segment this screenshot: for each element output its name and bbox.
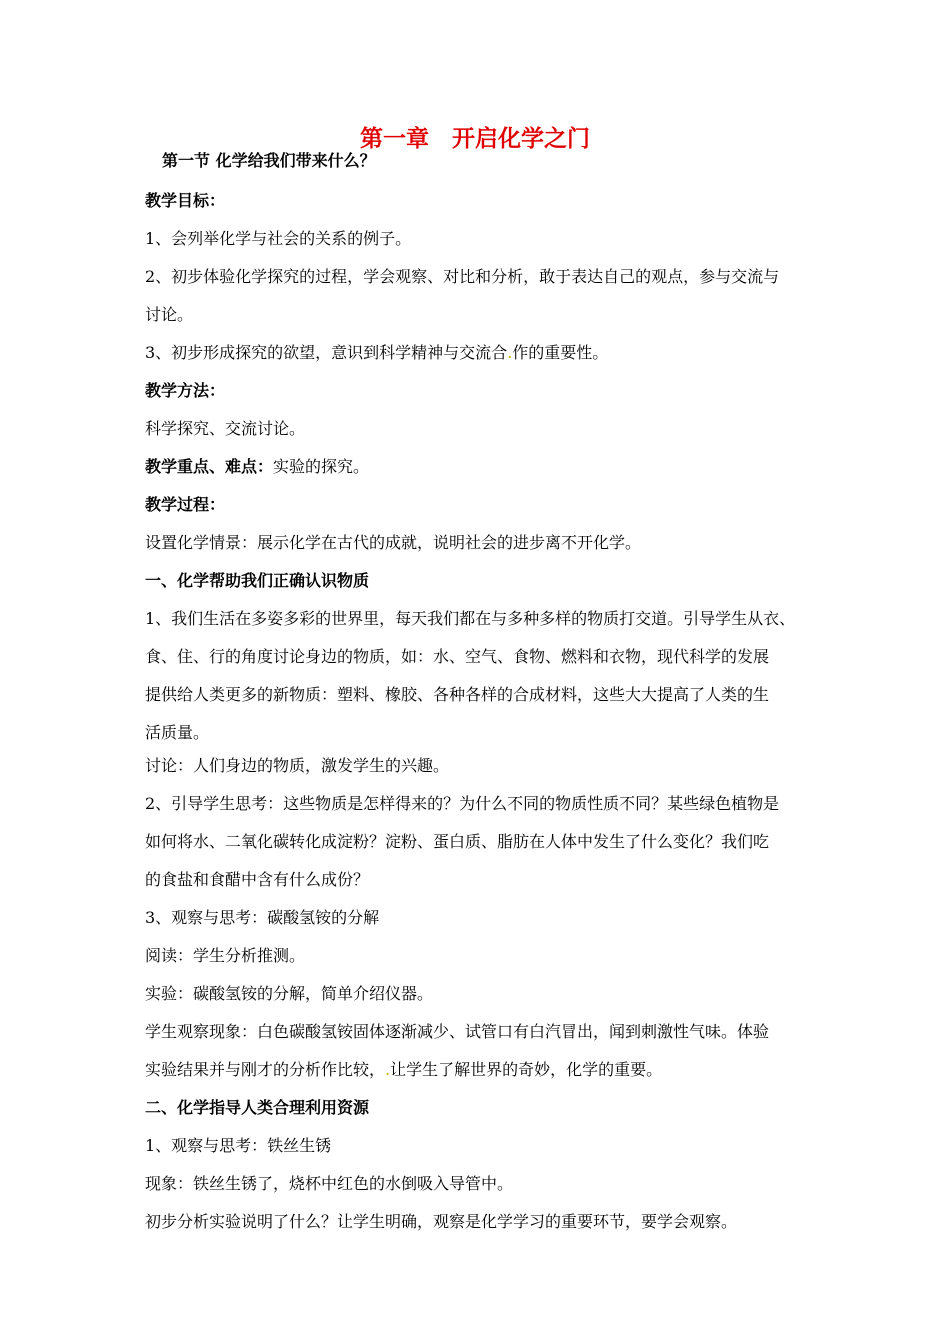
stray-mark: .	[507, 343, 513, 362]
setup-text: 设置化学情景：展示化学在古代的成就，说明社会的进步离不开化学。	[145, 533, 642, 552]
part-1-item-2-line-2: 如何将水、二氧化碳转化成淀粉？淀粉、蛋白质、脂肪在人体中发生了什么变化？我们吃	[145, 832, 770, 851]
part-2-heading: 二、化学指导人类合理利用资源	[145, 1098, 370, 1117]
stray-mark-2: .	[385, 1060, 391, 1079]
part-1-item-1-line-4: 活质量。	[145, 723, 210, 742]
objective-3-text-b: 作的重要性。	[512, 343, 609, 362]
focus-heading: 教学重点、难点：	[145, 457, 274, 476]
part-1-item-1-line-3: 提供给人类更多的新物质：塑料、橡胶、各种各样的合成材料，这些大大提高了人类的生	[145, 685, 770, 704]
part-1-heading: 一、化学帮助我们正确认识物质	[145, 571, 370, 590]
observation-line-1: 学生观察现象：白色碳酸氢铵固体逐渐减少、试管口有白汽冒出，闻到刺激性气味。体验	[145, 1022, 770, 1041]
methods-heading: 教学方法：	[145, 381, 226, 400]
observation-line-2	[145, 1059, 835, 1081]
part-1-item-2-line-3: 的食盐和食醋中含有什么成份？	[145, 870, 370, 889]
objective-3	[145, 342, 835, 364]
reading-text: 阅读：学生分析推测。	[145, 946, 306, 965]
analysis-text: 初步分析实验说明了什么？让学生明确，观察是化学学习的重要环节，要学会观察。	[145, 1212, 738, 1231]
section-title: 第一节 化学给我们带来什么？	[162, 151, 376, 170]
chapter-title: 第一章 开启化学之门	[360, 126, 590, 152]
part-1-item-1-line-1: 1、我们生活在多姿多彩的世界里，每天我们都在与多种多样的物质打交道。引导学生从衣、	[145, 609, 796, 628]
part-1-item-2-line-1: 2、引导学生思考：这些物质是怎样得来的？为什么不同的物质性质不同？某些绿色植物是	[145, 794, 780, 813]
observation-text-b: 让学生了解世界的奇妙，化学的重要。	[390, 1060, 663, 1079]
objective-1: 1、会列举化学与社会的关系的例子。	[145, 229, 412, 248]
focus-line	[145, 456, 835, 478]
objective-2-line-1: 2、初步体验化学探究的过程，学会观察、对比和分析，敢于表达自己的观点，参与交流与	[145, 267, 780, 286]
phenomenon-text: 现象：铁丝生锈了，烧杯中红色的水倒吸入导管中。	[145, 1174, 514, 1193]
part-2-item-1: 1、观察与思考：铁丝生锈	[145, 1136, 332, 1155]
observation-text-a: 实验结果并与刚才的分析作比较，	[145, 1060, 386, 1079]
objectives-heading: 教学目标：	[145, 191, 226, 210]
objective-3-text-a: 3、初步形成探究的欲望，意识到科学精神与交流合	[145, 343, 508, 362]
methods-text: 科学探究、交流讨论。	[145, 419, 306, 438]
part-1-item-1-line-2: 食、住、行的角度讨论身边的物质，如：水、空气、食物、燃料和衣物，现代科学的发展	[145, 647, 770, 666]
experiment-text: 实验：碳酸氢铵的分解，简单介绍仪器。	[145, 984, 434, 1003]
part-1-item-3: 3、观察与思考：碳酸氢铵的分解	[145, 908, 380, 927]
objective-2-line-2: 讨论。	[145, 305, 194, 324]
discussion-1: 讨论：人们身边的物质，激发学生的兴趣。	[145, 756, 450, 775]
process-heading: 教学过程：	[145, 495, 226, 514]
focus-text: 实验的探究。	[273, 457, 370, 476]
